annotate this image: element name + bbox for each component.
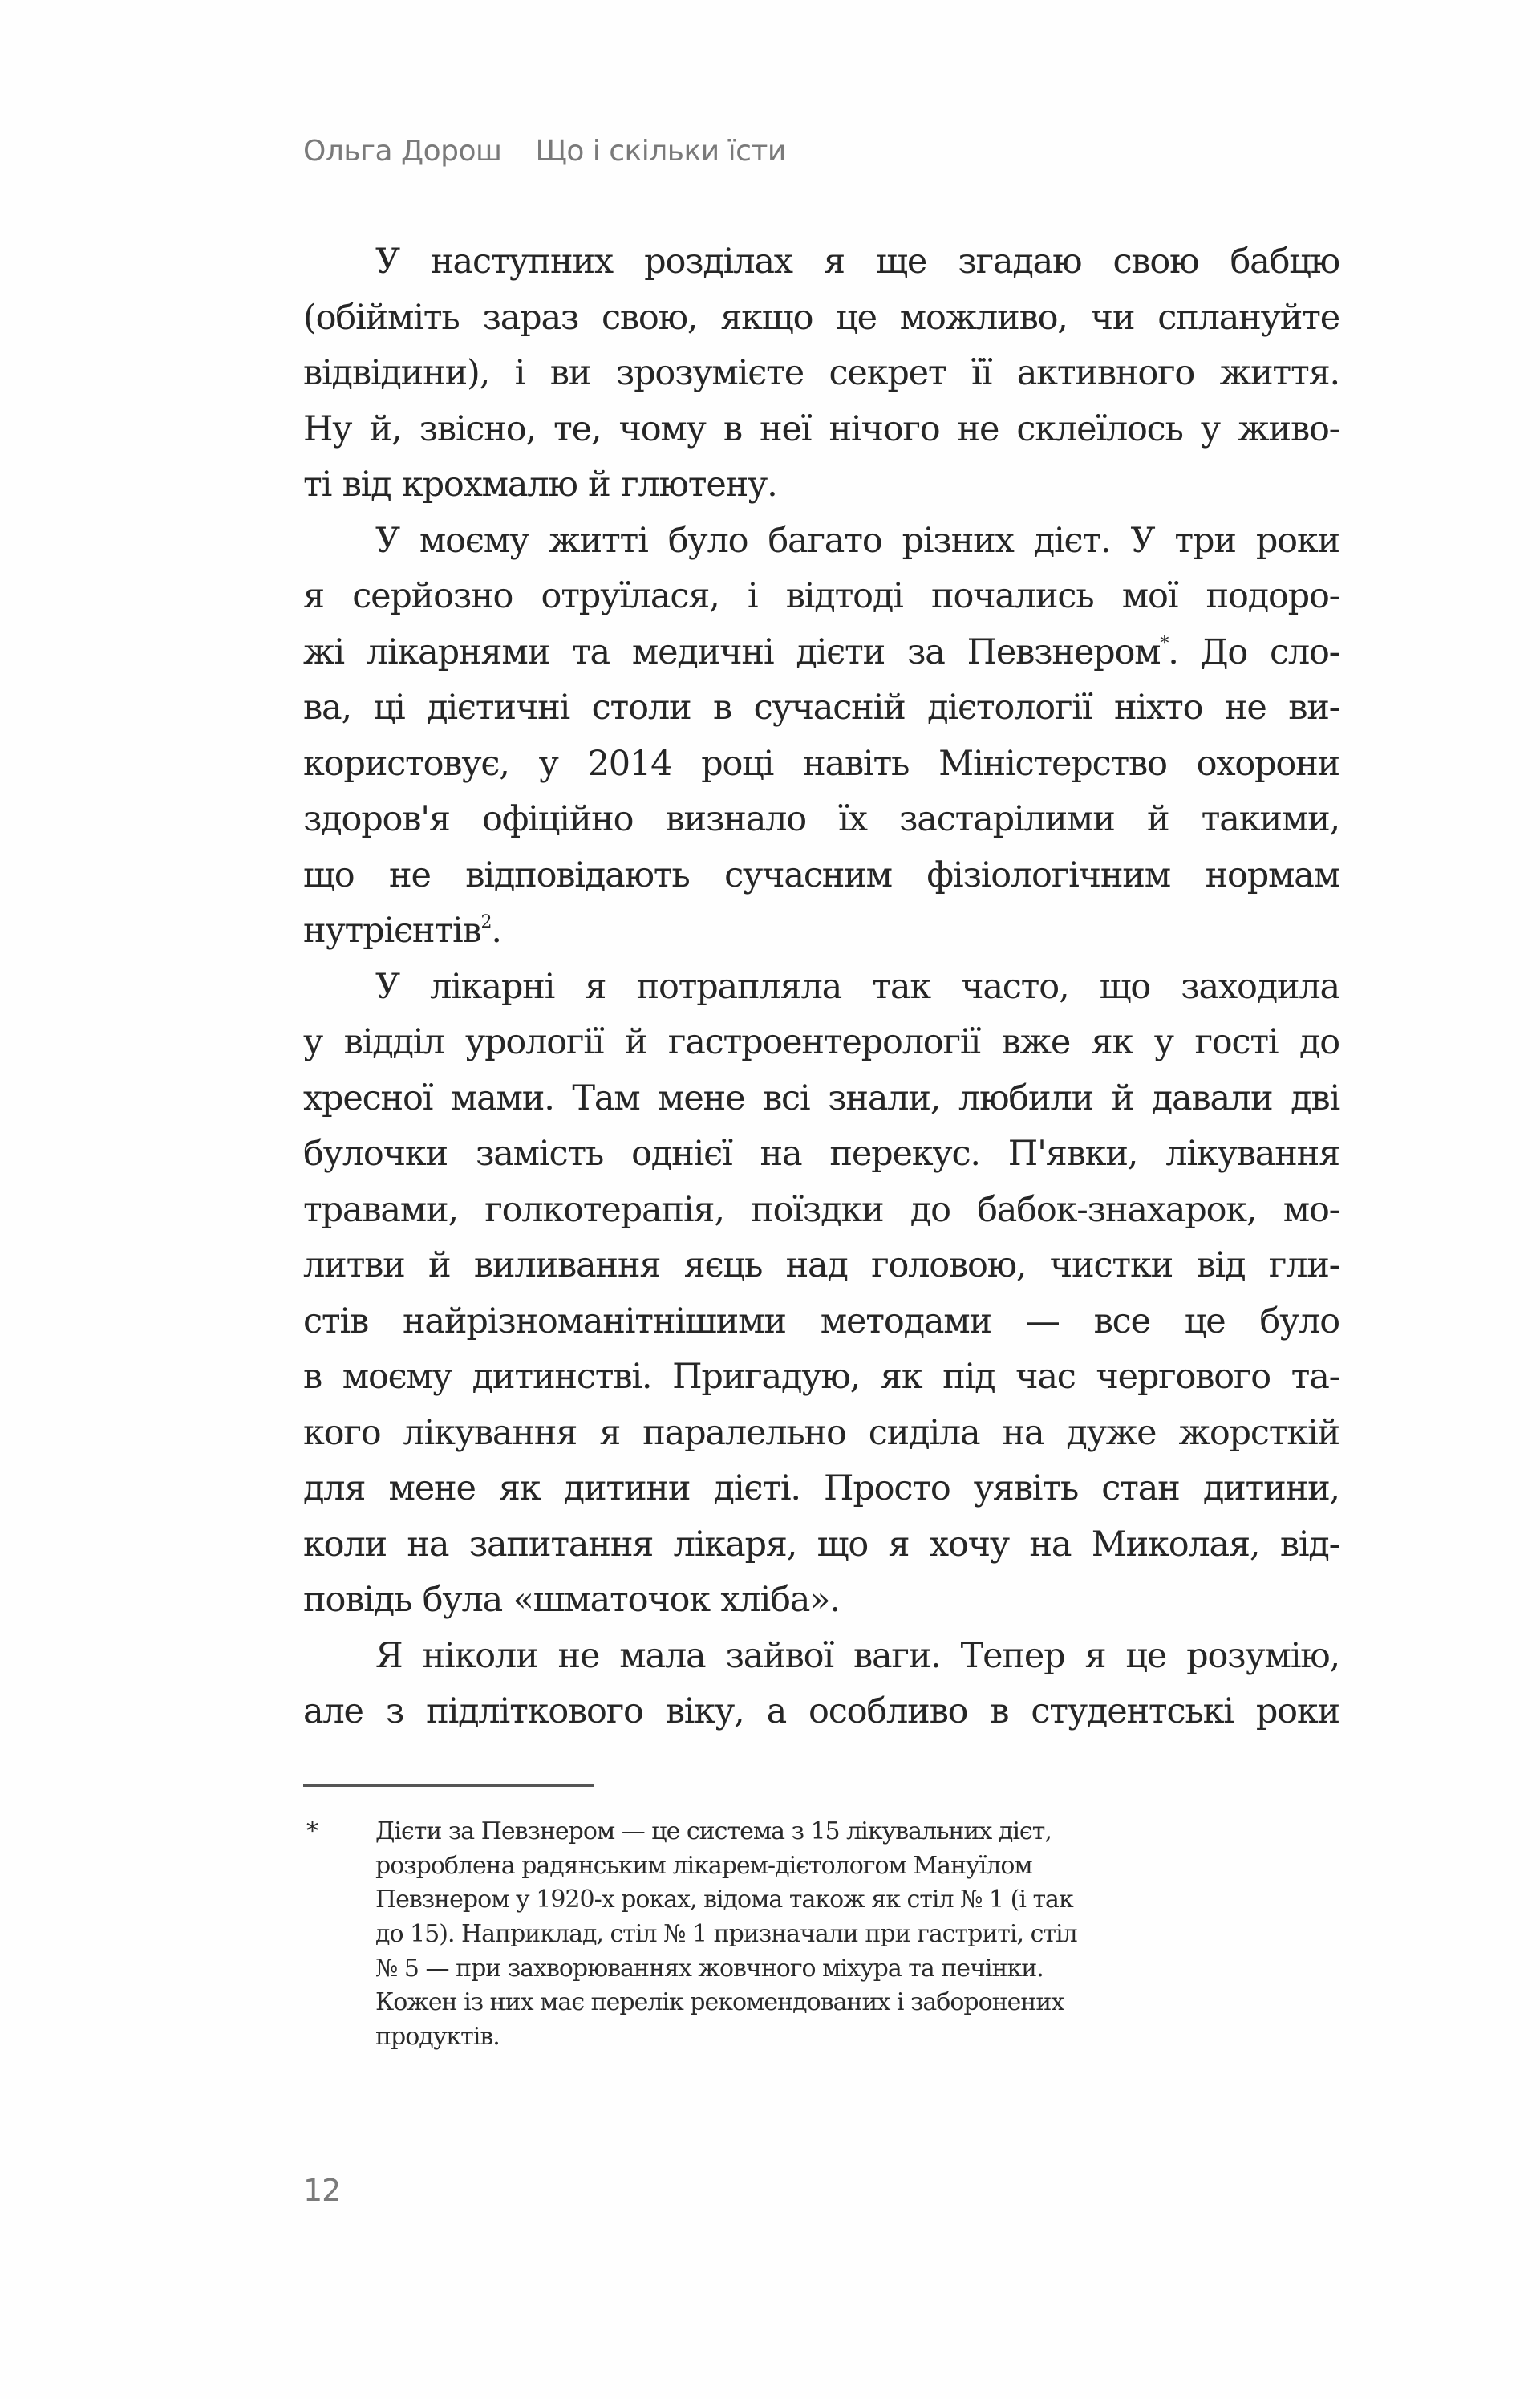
- body-line-text: відвідини), і ви зрозумієте секрет її активного життя.: [303, 353, 1339, 393]
- body-line: [303, 1461, 1339, 1517]
- body-line: [303, 1015, 1339, 1071]
- footnote-line: продуктів.: [375, 2023, 500, 2052]
- body-line: [303, 513, 1339, 570]
- body-line-text: коли на запитання лікаря, що я хочу на Миколая, від-: [303, 1524, 1339, 1565]
- footnote-text: [375, 1815, 1290, 2055]
- body-line: [303, 680, 1339, 737]
- footnote-marker: *: [306, 1817, 318, 1845]
- body-line: [303, 792, 1339, 848]
- body-line-text: для мене як дитини дієті. Просто уявіть стан дитини,: [303, 1468, 1339, 1508]
- body-line-text: що не відповідають сучасним фізіологічним нормам: [303, 854, 1339, 895]
- body-line-text: травами, голкотерапія, поїздки до бабок-знахарок, мо-: [303, 1189, 1339, 1230]
- body-line: [303, 737, 1339, 793]
- body-line: [303, 290, 1339, 347]
- footnote-line: Дієти за Певзнером — це система з 15 лікувальних дієт,: [375, 1817, 1052, 1845]
- body-line-text: жі лікарнями та медичні дієти за Певзнером: [303, 631, 1161, 672]
- body-line-text: Я ніколи не мала зайвої ваги. Тепер я це розумію,: [375, 1635, 1339, 1676]
- body-text: [303, 234, 1339, 1740]
- body-line: [303, 1071, 1339, 1127]
- body-line: [303, 402, 1339, 458]
- body-line-text-after: .: [491, 911, 501, 951]
- body-line-text: хресної мами. Там мене всі знали, любили й давали дві: [303, 1078, 1339, 1118]
- body-line: [303, 1517, 1339, 1573]
- body-line-text: в моєму дитинстві. Пригадую, як під час чергового та-: [303, 1357, 1339, 1397]
- body-line: [303, 1684, 1339, 1740]
- body-line-text: але з підліткового віку, а особливо в студентські роки: [303, 1691, 1339, 1731]
- footnote-line: Кожен із них має перелік рекомендованих і заборонених: [375, 1988, 1064, 2017]
- body-line: [303, 1238, 1339, 1294]
- page-number: 12: [303, 2173, 341, 2208]
- body-line: [303, 1350, 1339, 1406]
- body-line: [303, 234, 1339, 290]
- running-head-author: Ольга Дорош: [303, 135, 502, 168]
- body-line-text: У наступних розділах я ще згадаю свою бабцю: [375, 242, 1339, 282]
- body-line: [303, 346, 1339, 402]
- body-line-text: ті від крохмалю й глютену.: [303, 465, 777, 505]
- body-line-text-after: . До сло-: [1168, 631, 1340, 672]
- body-line: [303, 903, 1339, 960]
- running-head-book-title: Що і скільки їсти: [535, 135, 786, 168]
- body-line-text: у відділ урології й гастроентерології вже як у гості до: [303, 1022, 1339, 1062]
- body-line: [303, 960, 1339, 1016]
- body-line-text: булочки замість однієї на перекус. П'явки, лікування: [303, 1134, 1339, 1174]
- body-line: [303, 1406, 1339, 1462]
- body-line-text: ва, ці дієтичні столи в сучасній дієтології ніхто не ви-: [303, 688, 1339, 728]
- body-line: [303, 1126, 1339, 1183]
- body-line: [303, 1183, 1339, 1239]
- footnote-divider: [303, 1784, 594, 1787]
- body-line-text: я серйозно отруїлася, і відтоді почались мої подоро-: [303, 576, 1339, 616]
- body-line-text: здоров'я офіційно визнало їх застарілими й такими,: [303, 799, 1339, 839]
- footnote-line: № 5 — при захворюваннях жовчного міхура та печінки.: [375, 1954, 1044, 1983]
- footnote-line: Певзнером у 1920-х роках, відома також як стіл № 1 (і так: [375, 1886, 1073, 1914]
- footnote-line: до 15). Наприклад, стіл № 1 призначали при гастриті, стіл: [375, 1920, 1077, 1949]
- body-line-text: У моєму житті було багато різних дієт. У три роки: [375, 520, 1339, 561]
- body-line: [303, 457, 1339, 513]
- body-line-text: литви й виливання яєць над головою, чистки від гли-: [303, 1245, 1339, 1285]
- body-line-text: (обійміть зараз свою, якщо це можливо, чи сплануйте: [303, 297, 1339, 338]
- body-line: [303, 569, 1339, 625]
- footnote-line: розроблена радянським лікарем-дієтологом Мануїлом: [375, 1851, 1032, 1880]
- body-line: [303, 1573, 1339, 1629]
- body-line: [303, 848, 1339, 904]
- body-line-text: Ну й, звісно, те, чому в неї нічого не склеїлось у живо-: [303, 408, 1339, 449]
- footnote-reference[interactable]: *: [1160, 633, 1169, 654]
- body-line: [303, 625, 1339, 681]
- footnote-reference[interactable]: 2: [480, 912, 492, 932]
- body-line-text: стів найрізноманітнішими методами — все це було: [303, 1301, 1339, 1342]
- body-line-text: нутрієнтів: [303, 911, 481, 951]
- body-line-text: користовує, у 2014 році навіть Міністерство охорони: [303, 743, 1339, 784]
- body-line: [303, 1629, 1339, 1685]
- body-line-text: повідь була «шматочок хліба».: [303, 1580, 840, 1620]
- body-line-text: кого лікування я паралельно сиділа на дуже жорсткій: [303, 1412, 1339, 1453]
- running-head: [303, 135, 786, 168]
- body-line-text: У лікарні я потрапляла так часто, що заходила: [375, 966, 1339, 1007]
- body-line: [303, 1294, 1339, 1350]
